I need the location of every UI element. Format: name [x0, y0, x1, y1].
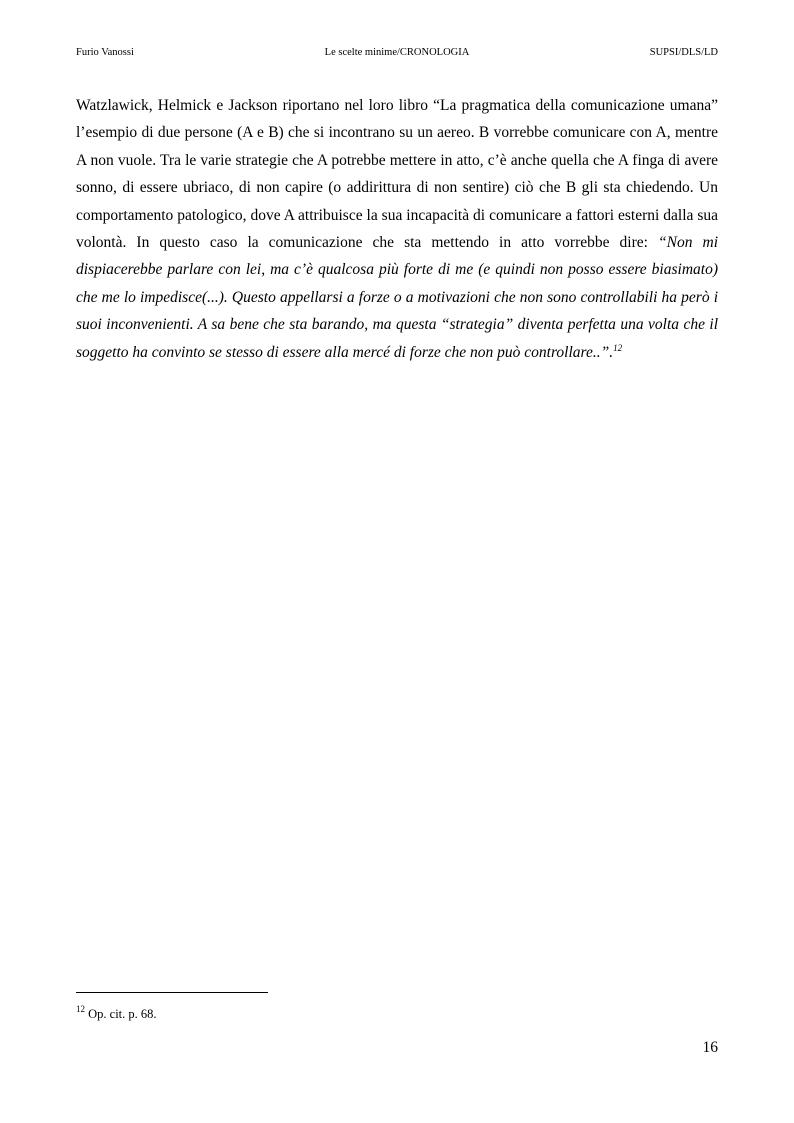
quote-text: “Non mi dispiacerebbe parlare con lei, ma c’è qualcosa più forte di me (e quindi non posso essere biasimato) che me lo impedisce(...). Questo appellarsi a forze o a motivazioni che non sono controllabili ha però i suoi inconvenienti. A sa bene che sta barando, ma questa “strategia” diventa perfetta una volta che il soggetto ha convinto se stesso di essere alla mercé di forze che non può controllare..”.: [76, 234, 718, 361]
page-header: [76, 47, 718, 61]
footnote-number: 12: [76, 1004, 85, 1014]
paragraph-quote: [76, 234, 718, 361]
page-number: 16: [702, 1039, 718, 1056]
header-title: Le scelte minime/CRONOLOGIA: [324, 47, 470, 58]
footnote-text: Op. cit. p. 68.: [85, 1007, 157, 1021]
footnote-separator: [76, 992, 268, 993]
header-code: SUPSI/DLS/LD: [649, 47, 718, 58]
footnote: [76, 1004, 157, 1022]
header-author: Furio Vanossi: [76, 47, 134, 58]
body-paragraph: [76, 92, 718, 366]
paragraph-intro: Watzlawick, Helmick e Jackson riportano nel loro libro “La pragmatica della comunicazione umana” l’esempio di due persone (A e B) che si incontrano su un aereo. B vorrebbe comunicare con A, mentre A non vuole. Tra le varie strategie che A potrebbe mettere in atto, c’è anche quella che A finga di avere sonno, di essere ubriaco, di non capire (o addirittura di non sentire) ciò che B gli sta chiedendo. Un comportamento patologico, dove A attribuisce la sua incapacità di comunicare a fattori esterni dalla sua volontà. In questo caso la comunicazione che sta mettendo in atto vorrebbe dire:: [76, 97, 718, 252]
footnote-reference[interactable]: 12: [613, 342, 623, 353]
